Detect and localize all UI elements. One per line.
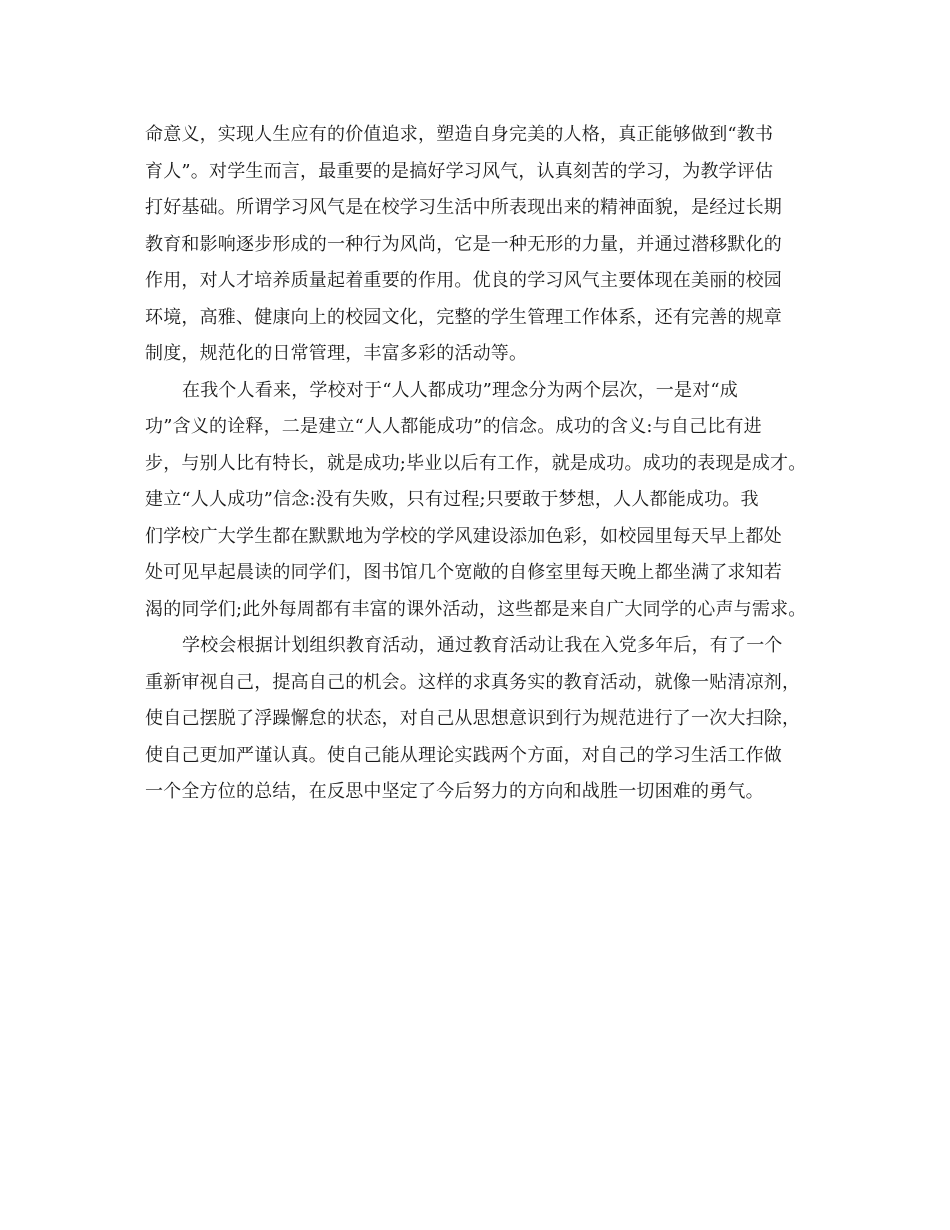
text-line: 制度，规范化的日常管理，丰富多彩的活动等。 (145, 343, 528, 364)
text-line: 使自己摆脱了浮躁懈怠的状态，对自己从思想意识到行为规范进行了一次大扫除， (145, 708, 801, 729)
paragraph-start-line: 在我个人看来，学校对于“人人都成功”理念分为两个层次，一是对“成 (182, 379, 739, 401)
text-line: 育人”。对学生而言，最重要的是搞好学习风气，认真刻苦的学习，为教学评估 (145, 160, 774, 182)
paragraph-start-line: 学校会根据计划组织教育活动，通过教育活动让我在入党多年后，有了一个 (182, 635, 783, 656)
text-line: 使自己更加严谨认真。使自己能从理论实践两个方面，对自己的学习生活工作做 (145, 744, 782, 766)
text-line: 重新审视自己，提高自己的机会。这样的求真务实的教育活动，就像一贴清凉剂， (145, 671, 801, 693)
text-line: 功”含义的诠释，二是建立“人人都能成功”的信念。成功的含义:与自己比有进 (145, 416, 762, 437)
text-line: 打好基础。所谓学习风气是在校学习生活中所表现出来的精神面貌，是经过长期 (145, 197, 782, 218)
text-line: 建立“人人成功”信念:没有失败，只有过程;只要敢于梦想，人人都能成功。我 (145, 489, 759, 510)
text-line: 命意义，实现人生应有的价值追求，塑造自身完美的人格，真正能够做到“教书 (145, 124, 774, 145)
text-line: 们学校广大学生都在默默地为学校的学风建设添加色彩，如校园里每天早上都处 (145, 525, 782, 547)
text-line: 步，与别人比有特长，就是成功;毕业以后有工作，就是成功。成功的表现是成才。 (145, 452, 807, 474)
text-line: 教育和影响逐步形成的一种行为风尚，它是一种无形的力量，并通过潜移默化的 (145, 233, 782, 255)
body-text (145, 117, 835, 811)
text-line: 作用，对人才培养质量起着重要的作用。优良的学习风气主要体现在美丽的校园 (145, 270, 782, 291)
text-line: 渴的同学们;此外每周都有丰富的课外活动，这些都是来自广大同学的心声与需求。 (145, 598, 807, 620)
text-line: 环境，高雅、健康向上的校园文化，完整的学生管理工作体系，还有完善的规章 (145, 306, 782, 328)
text-line: 处可见早起晨读的同学们，图书馆几个宽敞的自修室里每天晚上都坐满了求知若 (145, 562, 782, 583)
text-line: 一个全方位的总结，在反思中坚定了今后努力的方向和战胜一切困难的勇气。 (145, 781, 764, 802)
